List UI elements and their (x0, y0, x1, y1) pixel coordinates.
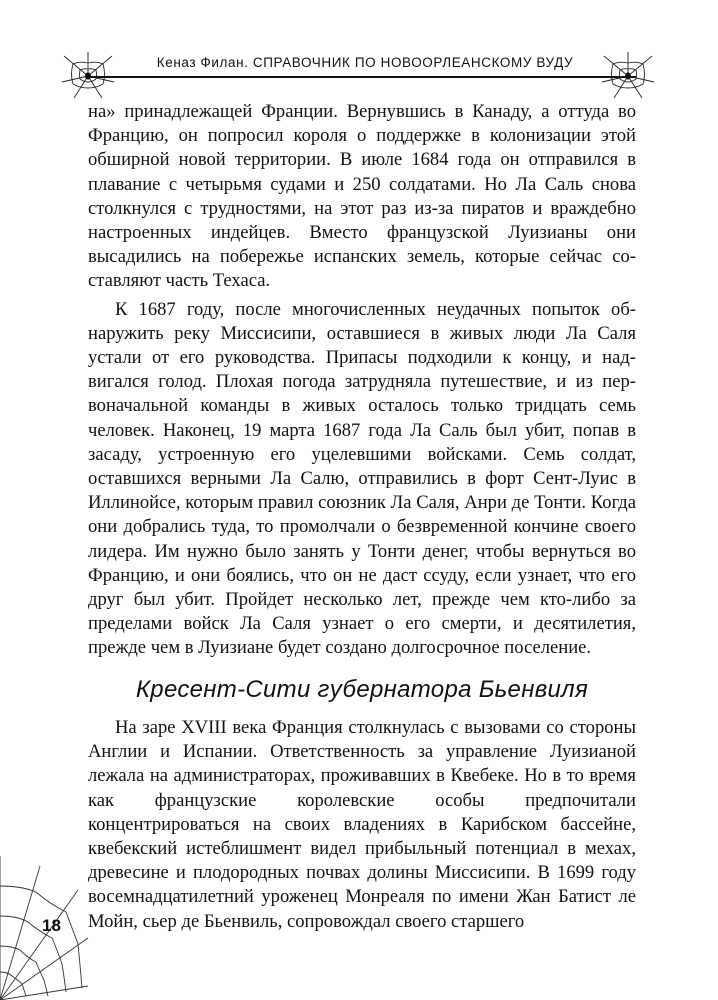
header-rule (88, 76, 636, 78)
body-text-top (88, 100, 636, 661)
running-header: Кеназ Филан. СПРАВОЧНИК ПО НОВООРЛЕАНСКОМУ ВУДУ (156, 55, 574, 70)
spiderweb-right-icon (600, 50, 656, 100)
spiderweb-left-icon (60, 50, 116, 100)
body-text-bottom (88, 716, 636, 934)
section-heading: Кресент-Сити губернатора Бьенвиля (135, 676, 589, 703)
paragraph-1: на» принадлежащей Франции. Вернувшись в Канаду, а оттуда во Францию, он попросил короля о поддержке в колонизации этой обширной новой территории. В июле 1684 года он отправился в плавание с четырьмя судами и 250 солдатами. Но Ла Саль снова столкнулся с трудностями, на этот раз из-за пиратов и враждебно настроенных индейцев. Вместо французской Луизианы они высадились на побережье испанских земель, которые сейчас составляют часть Техаса. (88, 101, 636, 292)
paragraph-3: На заре XVIII века Франция столкнулась с вызовами со стороны Англии и Испании. Ответственность за управление Луизианой лежала на администраторах, проживавших в Квебеке. Но в то время как французские королевские особы предпочитали концентрироваться на своих владениях в Карибском бассейне, квебекский истеблишмент видел прибыльный потенциал в мехах, древесине и плодородных почвах долины Миссисипи. В 1699 году восемнадцатилетний уроженец Монреаля по имени Жан Батист ле Мойн, сьер де Бьенвиль, сопровождал своего старшего (88, 717, 636, 932)
page-number: 18 (42, 916, 61, 935)
paragraph-2: К 1687 году, после многочисленных неудачных попыток обнаружить реку Миссисипи, оставшиеся в живых люди Ла Саля устали от его руководства. Припасы подходили к концу, и надвигался голод. Плохая погода затрудняла путешествие, и из первоначальной команды в живых осталось только тридцать семь человек. Наконец, 19 марта 1687 года Ла Саль был убит, попав в засаду, устроенную его уцелевшими войсками. Семь солдат, оставшихся верными Ла Салю, отправились в форт Сент-Луис в Иллинойсе, которым правил союзник Ла Саля, Анри де Тонти. Когда они добрались туда, то промолчали о безвременной кончине своего лидера. Им нужно было занять у Тонти денег, чтобы вернуться во Францию, и они боялись, что он не даст ссуду, если узнает, что его друг был убит. Пройдет несколько лет, прежде чем кто-либо за пределами войск Ла Саля узнает о его смерти, и десятилетия, прежде чем в Луизиане будет создано долгосрочное поселение. (88, 298, 636, 659)
